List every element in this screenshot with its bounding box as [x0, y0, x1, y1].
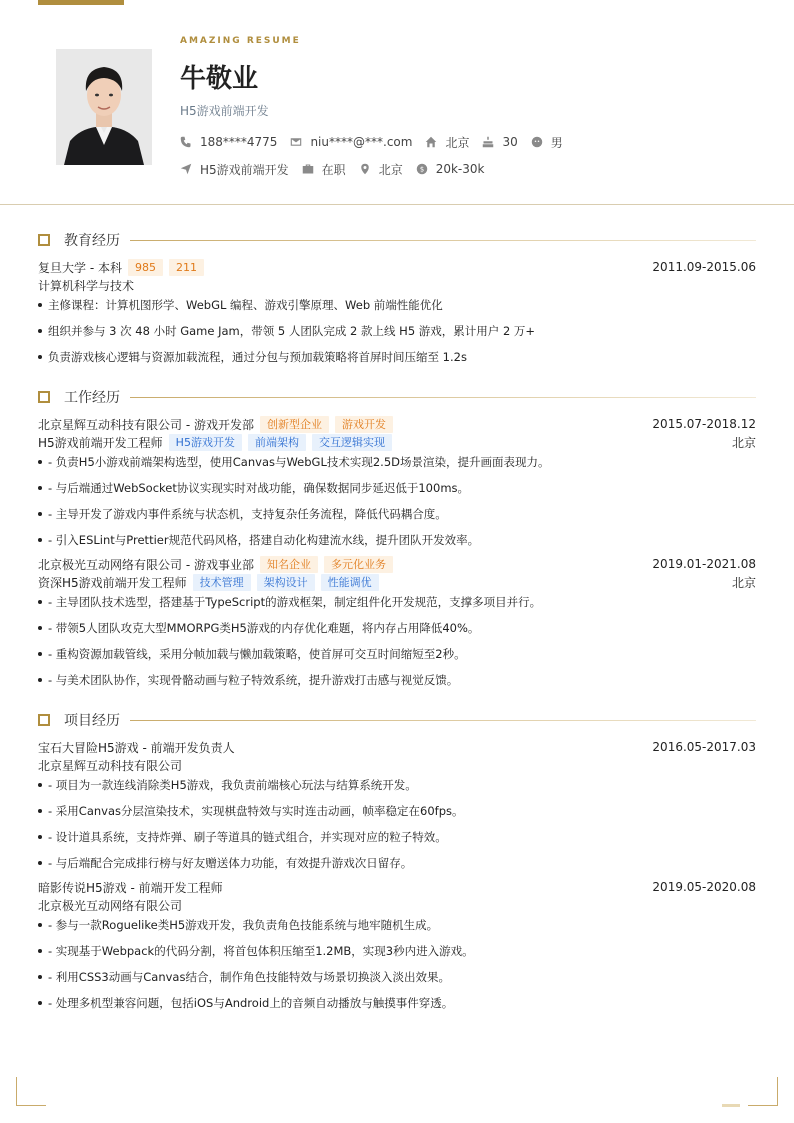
work-section-header [38, 387, 756, 407]
project-bullet [38, 777, 756, 793]
bullet-text: - 重构资源加载管线，采用分帧加载与懒加载策略，使首屏可交互时间缩短至2秒。 [48, 647, 466, 661]
job-entry [38, 415, 756, 433]
contact-info-row [180, 134, 576, 150]
education-bullet [38, 349, 756, 365]
project-bullet [38, 917, 756, 933]
role-tag: 交互逻辑实现 [312, 434, 392, 451]
project-bullet [38, 969, 756, 985]
section-square-icon [38, 234, 50, 246]
bullet-text: - 负责H5小游戏前端架构选型，使用Canvas与WebGL技术实现2.5D场景渲染，提升画面表现力。 [48, 455, 550, 469]
job-intent-subtitle: H5游戏前端开发 [180, 104, 269, 118]
bullet-dot-icon [38, 512, 42, 516]
bullet-dot-icon [38, 809, 42, 813]
job-bullet [38, 672, 756, 688]
education-title: 教育经历 [64, 233, 120, 249]
location-icon [359, 163, 371, 175]
job-city: 北京 [731, 435, 756, 450]
send-icon [180, 163, 192, 175]
projects-section-header [38, 710, 756, 730]
bullet-text: 主修课程：计算机图形学、WebGL 编程、游戏引擎原理、Web 前端性能优化 [48, 298, 443, 312]
role-tag: H5游戏开发 [169, 434, 242, 451]
education-bullet [38, 323, 756, 339]
project-company-row [38, 896, 756, 914]
section-divider [130, 720, 756, 721]
project-bullet [38, 855, 756, 871]
profile-photo [56, 49, 152, 165]
role-tag: 性能调优 [321, 574, 379, 591]
candidate-name: 牛敬业 [180, 64, 259, 94]
bullet-dot-icon [38, 303, 42, 307]
education-section-header [38, 230, 756, 250]
home-city-text: 北京 [445, 135, 470, 150]
status-text: 在职 [321, 162, 346, 177]
corner-decoration-left [16, 1077, 46, 1106]
bullet-dot-icon [38, 355, 42, 359]
job-role: 资深H5游戏前端开发工程师 [38, 575, 187, 590]
bullet-text: - 设计道具系统，支持炸弹、刷子等道具的链式组合，并实现对应的粒子特效。 [48, 830, 447, 844]
job-bullet [38, 506, 756, 522]
email-item [290, 135, 412, 149]
briefcase-icon [302, 163, 314, 175]
bullet-dot-icon [38, 460, 42, 464]
job-city: 北京 [731, 575, 756, 590]
money-icon [416, 163, 428, 175]
project-name: 宝石大冒险H5游戏 - 前端开发负责人 [38, 740, 235, 755]
bullet-text: - 主导开发了游戏内事件系统与状态机，支持复杂任务流程，降低代码耦合度。 [48, 507, 447, 521]
mail-icon [290, 136, 302, 148]
bullet-text: - 与美术团队协作，实现骨骼动画与粒子特效系统，提升游戏打击感与视觉反馈。 [48, 673, 459, 687]
project-bullet [38, 803, 756, 819]
bullet-dot-icon [38, 652, 42, 656]
projects-title: 项目经历 [64, 713, 120, 729]
gender-text: 男 [550, 135, 563, 150]
bullet-dot-icon [38, 923, 42, 927]
company-name: 北京极光互动网络有限公司 - 游戏事业部 [38, 557, 254, 572]
age-text: 30 [502, 135, 518, 149]
bullet-text: - 主导团队技术选型，搭建基于TypeScript的游戏框架，制定组件化开发规范，支撑多项目并行。 [48, 595, 542, 609]
bullet-dot-icon [38, 861, 42, 865]
status-item [302, 161, 346, 178]
phone-text: 188****4775 [200, 135, 278, 149]
project-entry [38, 878, 756, 896]
bullet-text: 负责游戏核心逻辑与资源加载流程，通过分包与预加载策略将首屏时间压缩至 1.2s [48, 350, 467, 364]
role-tag: 前端架构 [248, 434, 306, 451]
job-entry [38, 555, 756, 573]
age-item [482, 135, 517, 149]
section-square-icon [38, 714, 50, 726]
gender-item [531, 134, 563, 151]
bullet-text: - 实现基于Webpack的代码分割，将首包体积压缩至1.2MB，实现3秒内进入游戏。 [48, 944, 474, 958]
job-date: 2019.01-2021.08 [652, 557, 756, 571]
work-title: 工作经历 [64, 390, 120, 406]
bullet-dot-icon [38, 600, 42, 604]
email-text: niu****@***.com [310, 135, 413, 149]
project-name: 暗影传说H5游戏 - 前端开发工程师 [38, 880, 223, 895]
work-city-text: 北京 [378, 162, 403, 177]
portrait-image [56, 49, 152, 165]
section-square-icon [38, 391, 50, 403]
bullet-text: - 处理多机型兼容问题，包括iOS与Android上的音频自动播放与触摸事件穿透。 [48, 996, 454, 1010]
job-info-row [180, 161, 497, 177]
job-bullet [38, 454, 756, 470]
major-row [38, 276, 756, 294]
project-company: 北京极光互动网络有限公司 [38, 898, 183, 913]
bullet-dot-icon [38, 329, 42, 333]
bullet-dot-icon [38, 1001, 42, 1005]
major-name: 计算机科学与技术 [38, 278, 135, 293]
company-tag: 多元化业务 [324, 556, 393, 573]
job-bullet [38, 594, 756, 610]
bullet-text: - 引入ESLint与Prettier规范代码风格，搭建自动化构建流水线，提升团队开发效率。 [48, 533, 480, 547]
education-entry [38, 258, 756, 276]
project-bullet [38, 943, 756, 959]
header-divider [0, 204, 794, 205]
phone-item [180, 135, 277, 149]
education-date: 2011.09-2015.06 [652, 260, 756, 274]
bullet-text: - 与后端通过WebSocket协议实现实时对战功能，确保数据同步延迟低于100ms。 [48, 481, 470, 495]
job-bullet [38, 646, 756, 662]
bullet-dot-icon [38, 626, 42, 630]
job-bullet [38, 480, 756, 496]
bullet-text: 组织并参与 3 次 48 小时 Game Jam，带领 5 人团队完成 2 款上线 H5 游戏，累计用户 2 万+ [48, 324, 536, 338]
section-divider [130, 240, 756, 241]
intent-text: H5游戏前端开发 [200, 162, 289, 177]
company-tag: 知名企业 [260, 556, 318, 573]
project-company-row [38, 756, 756, 774]
role-tag: 技术管理 [193, 574, 251, 591]
bullet-dot-icon [38, 783, 42, 787]
svg-text:$: $ [419, 165, 424, 174]
job-role: H5游戏前端开发工程师 [38, 435, 163, 450]
bullet-dot-icon [38, 975, 42, 979]
project-date: 2016.05-2017.03 [652, 740, 756, 754]
section-divider [130, 397, 756, 398]
home-city-item [425, 134, 469, 151]
bullet-text: - 项目为一款连线消除类H5游戏，我负责前端核心玩法与结算系统开发。 [48, 778, 417, 792]
home-icon [425, 136, 437, 148]
job-role-row [38, 573, 756, 591]
project-entry [38, 738, 756, 756]
bullet-dot-icon [38, 678, 42, 682]
company-tag: 游戏开发 [335, 416, 393, 433]
work-city-item [359, 161, 403, 178]
corner-decoration-right [748, 1077, 778, 1106]
school-tag: 985 [128, 259, 163, 276]
project-bullet [38, 829, 756, 845]
bullet-text: - 参与一款Roguelike类H5游戏开发，我负责角色技能系统与地牢随机生成。 [48, 918, 439, 932]
project-date: 2019.05-2020.08 [652, 880, 756, 894]
corner-accent-dash [722, 1104, 740, 1107]
company-name: 北京星辉互动科技有限公司 - 游戏开发部 [38, 417, 254, 432]
role-tag: 架构设计 [257, 574, 315, 591]
resume-kicker: AMAZING RESUME [180, 36, 301, 46]
bullet-dot-icon [38, 538, 42, 542]
top-accent-bar [38, 0, 124, 5]
project-bullet [38, 995, 756, 1011]
school-name: 复旦大学 - 本科 [38, 260, 122, 275]
bullet-text: - 带领5人团队攻克大型MMORPG类H5游戏的内存优化难题，将内存占用降低40%。 [48, 621, 480, 635]
bullet-text: - 采用Canvas分层渲染技术，实现棋盘特效与实时连击动画，帧率稳定在60fps。 [48, 804, 464, 818]
job-date: 2015.07-2018.12 [652, 417, 756, 431]
job-bullet [38, 620, 756, 636]
bullet-dot-icon [38, 835, 42, 839]
project-company: 北京星辉互动科技有限公司 [38, 758, 183, 773]
job-role-row [38, 433, 756, 451]
gender-icon [531, 136, 543, 148]
job-bullet [38, 532, 756, 548]
phone-icon [180, 136, 192, 148]
bullet-text: - 与后端配合完成排行榜与好友赠送体力功能，有效提升游戏次日留存。 [48, 856, 413, 870]
bullet-dot-icon [38, 949, 42, 953]
intent-item [180, 161, 289, 178]
cake-icon [482, 136, 494, 148]
education-bullet [38, 297, 756, 313]
salary-text: 20k-30k [435, 162, 485, 176]
bullet-dot-icon [38, 486, 42, 490]
salary-item [416, 162, 485, 176]
bullet-text: - 利用CSS3动画与Canvas结合，制作角色技能特效与场景切换淡入淡出效果。 [48, 970, 450, 984]
company-tag: 创新型企业 [260, 416, 329, 433]
school-tag: 211 [169, 259, 204, 276]
